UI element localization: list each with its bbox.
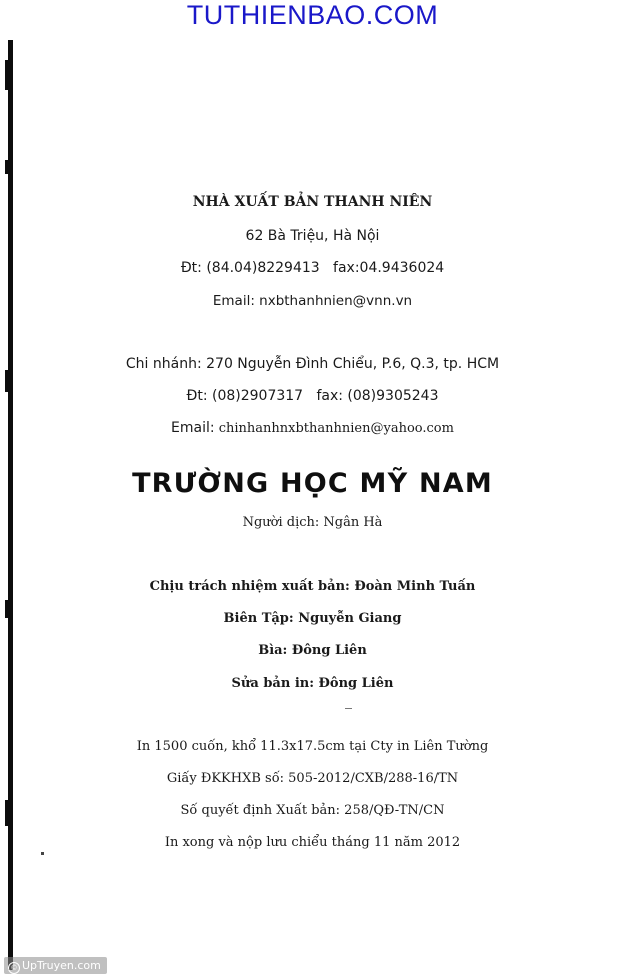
- translator: Người dịch: Ngân Hà: [242, 515, 383, 530]
- watermark-text: UpTruyen.com: [22, 959, 101, 972]
- responsible-publisher: Chịu trách nhiệm xuất bản: Đoàn Minh Tuấn: [149, 579, 476, 594]
- editor: Biên Tập: Nguyễn Giang: [223, 611, 402, 626]
- divider-mark: [345, 708, 352, 709]
- publishing-license: Giấy ĐKKHXB số: 505-2012/CXB/288-16/TN: [166, 771, 459, 786]
- publisher-email: Email: nxbthanhnien@vnn.vn: [212, 293, 413, 309]
- cover-designer: Bìa: Đông Liên: [258, 643, 367, 658]
- publisher-name: NHÀ XUẤT BẢN THANH NIÊN: [192, 194, 433, 210]
- copyright-icon: ©: [8, 962, 20, 974]
- branch-email-line: [0, 420, 625, 436]
- branch-phone: Đt: (08)2907317 fax: (08)9305243: [186, 388, 439, 404]
- print-run: In 1500 cuốn, khổ 11.3x17.5cm tại Cty in Liên Tường: [136, 739, 489, 754]
- scan-edge-nick: [5, 60, 11, 90]
- branch-email-label: Email:: [171, 420, 215, 436]
- scan-speck: [41, 852, 44, 855]
- proofreader: Sửa bản in: Đông Liên: [231, 676, 394, 691]
- book-title: TRƯỜNG HỌC MỸ NAM: [132, 468, 493, 499]
- publisher-phone: Đt: (84.04)8229413 fax:04.9436024: [180, 260, 445, 276]
- scan-edge-nick: [5, 160, 11, 174]
- site-header: TUTHIENBAO.COM: [186, 0, 439, 30]
- branch-email-address: chinhanhnxbthanhnien@yahoo.com: [218, 421, 454, 436]
- branch-address: Chi nhánh: 270 Nguyễn Đình Chiểu, P.6, Q.3, tp. HCM: [125, 356, 500, 372]
- publisher-address: 62 Bà Triệu, Hà Nội: [245, 228, 380, 244]
- watermark-badge: [4, 957, 107, 974]
- scan-edge-shadow: [8, 40, 13, 970]
- publishing-decision: Số quyết định Xuất bản: 258/QĐ-TN/CN: [180, 803, 445, 818]
- legal-deposit: In xong và nộp lưu chiểu tháng 11 năm 2012: [164, 835, 461, 850]
